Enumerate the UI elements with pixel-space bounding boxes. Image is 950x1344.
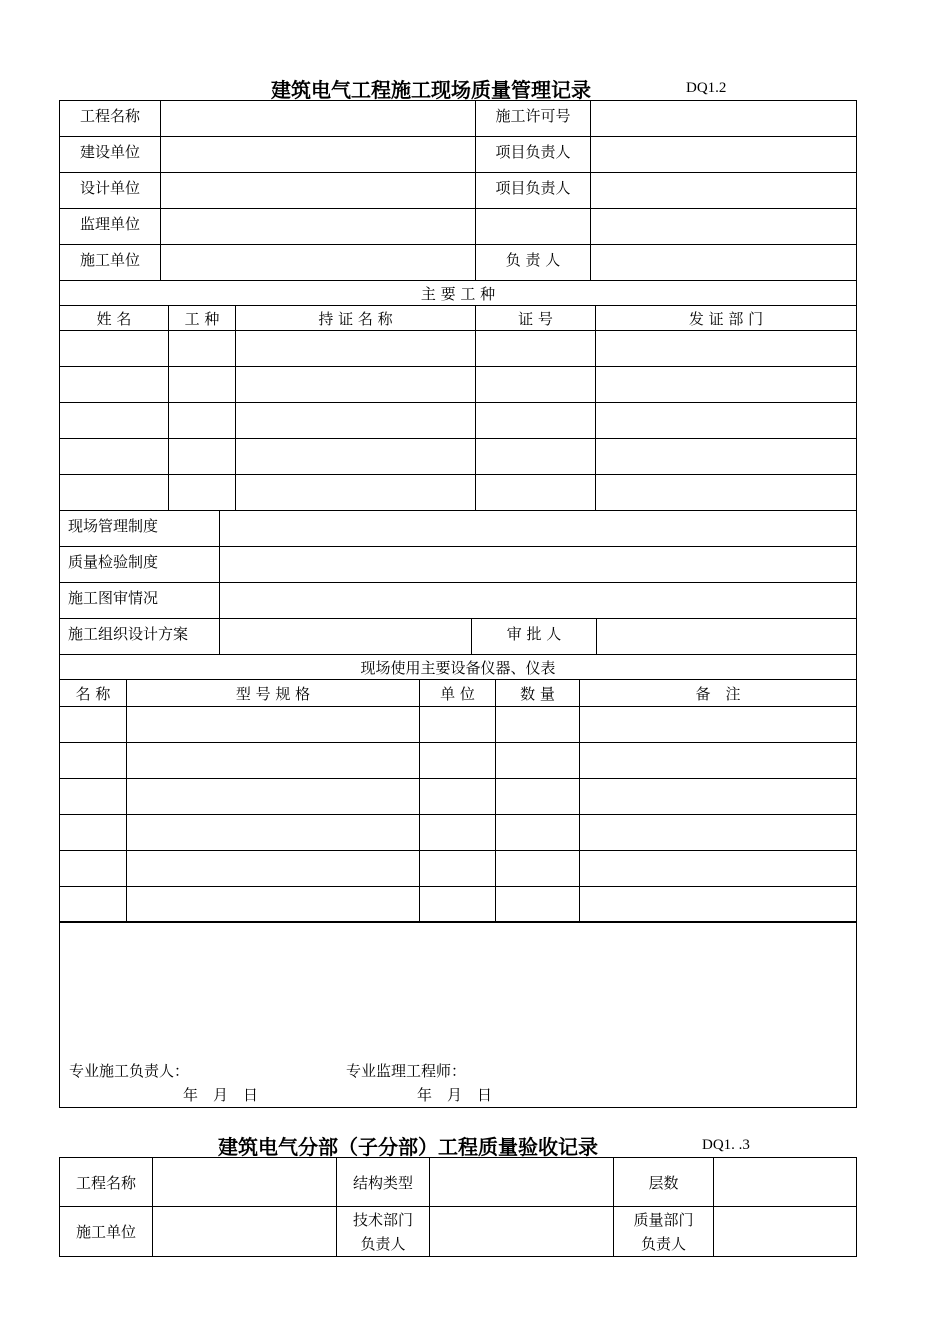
designer-manager-label: 项目负责人 [476, 173, 591, 209]
approver-field[interactable] [597, 619, 857, 655]
f2-tech-dept-field[interactable] [430, 1207, 614, 1257]
equipment-col-name: 名 称 [60, 680, 127, 707]
equipment-col-model: 型 号 规 格 [127, 680, 420, 707]
trades-col-trade: 工 种 [169, 306, 236, 331]
trades-table [59, 305, 857, 511]
approver-label: 审 批 人 [472, 619, 597, 655]
org-design-field[interactable] [220, 619, 472, 655]
f2-structure-label: 结构类型 [337, 1158, 430, 1207]
date-right: 年 月 日 [417, 1086, 493, 1104]
site-mgmt-field[interactable] [220, 511, 857, 547]
supervisor-extra-label [476, 209, 591, 245]
designer-label: 设计单位 [60, 173, 161, 209]
project-name-label: 工程名称 [60, 101, 161, 137]
f2-quality-dept-field[interactable] [714, 1207, 857, 1257]
f2-tech-dept-line2: 负责人 [360, 1234, 406, 1253]
form2-title: 建筑电气分部（子分部）工程质量验收记录 [218, 1135, 598, 1159]
designer-field[interactable] [161, 173, 476, 209]
trades-header: 主 要 工 种 [60, 281, 857, 306]
f2-quality-dept-label [614, 1207, 714, 1257]
contractor-field[interactable] [161, 245, 476, 281]
date-left: 年 月 日 [183, 1086, 259, 1104]
project-info-table [59, 100, 857, 306]
f2-floors-label: 层数 [614, 1158, 714, 1207]
f2-quality-dept-line2: 负责人 [640, 1234, 686, 1253]
form2-code: DQ1. .3 [702, 1137, 750, 1153]
site-mgmt-label: 现场管理制度 [60, 511, 220, 547]
table-row [60, 851, 857, 887]
quality-check-field[interactable] [220, 547, 857, 583]
table-row [60, 475, 857, 511]
f2-quality-dept-line1: 质量部门 [633, 1210, 694, 1229]
supervisor-label: 监理单位 [60, 209, 161, 245]
table-row [60, 707, 857, 743]
f2-project-name-label: 工程名称 [60, 1158, 153, 1207]
f2-contractor-label: 施工单位 [60, 1207, 153, 1257]
form1-code: DQ1.2 [686, 80, 727, 96]
contractor-manager-label: 负 责 人 [476, 245, 591, 281]
table-row [60, 331, 857, 367]
builder-field[interactable] [161, 137, 476, 173]
supervisor-field[interactable] [161, 209, 476, 245]
contractor-label: 施工单位 [60, 245, 161, 281]
equipment-table [59, 679, 857, 923]
signature-area [60, 922, 857, 1108]
management-table [59, 510, 857, 680]
trades-col-cert-name: 持 证 名 称 [236, 306, 476, 331]
form1-title: 建筑电气工程施工现场质量管理记录 [271, 78, 591, 102]
trades-col-cert-no: 证 号 [476, 306, 596, 331]
project-name-field[interactable] [161, 101, 476, 137]
trades-col-name: 姓 名 [60, 306, 169, 331]
trades-col-issuer: 发 证 部 门 [596, 306, 857, 331]
equipment-col-remarks: 备 注 [580, 680, 857, 707]
builder-manager-label: 项目负责人 [476, 137, 591, 173]
supervisor-extra-field[interactable] [591, 209, 857, 245]
f2-project-name-field[interactable] [153, 1158, 337, 1207]
equipment-col-unit: 单 位 [420, 680, 496, 707]
table-row [60, 887, 857, 923]
permit-label: 施工许可号 [476, 101, 591, 137]
contractor-manager-field[interactable] [591, 245, 857, 281]
table-row [60, 403, 857, 439]
table-row [60, 439, 857, 475]
f2-tech-dept-line1: 技术部门 [352, 1210, 413, 1229]
table-row [60, 779, 857, 815]
sign-supervisor-label: 专业监理工程师： [346, 1062, 467, 1080]
drawing-review-field[interactable] [220, 583, 857, 619]
equipment-header: 现场使用主要设备仪器、仪表 [60, 655, 857, 680]
sign-contractor-label: 专业施工负责人： [69, 1062, 190, 1080]
f2-structure-field[interactable] [430, 1158, 614, 1207]
designer-manager-field[interactable] [591, 173, 857, 209]
acceptance-table [59, 1157, 857, 1257]
table-row [60, 743, 857, 779]
permit-field[interactable] [591, 101, 857, 137]
signature-table [59, 921, 857, 1108]
drawing-review-label: 施工图审情况 [60, 583, 220, 619]
f2-contractor-field[interactable] [153, 1207, 337, 1257]
table-row [60, 367, 857, 403]
equipment-col-quantity: 数 量 [496, 680, 580, 707]
f2-tech-dept-label [337, 1207, 430, 1257]
quality-check-label: 质量检验制度 [60, 547, 220, 583]
org-design-label: 施工组织设计方案 [60, 619, 220, 655]
builder-manager-field[interactable] [591, 137, 857, 173]
table-row [60, 815, 857, 851]
f2-floors-field[interactable] [714, 1158, 857, 1207]
builder-label: 建设单位 [60, 137, 161, 173]
